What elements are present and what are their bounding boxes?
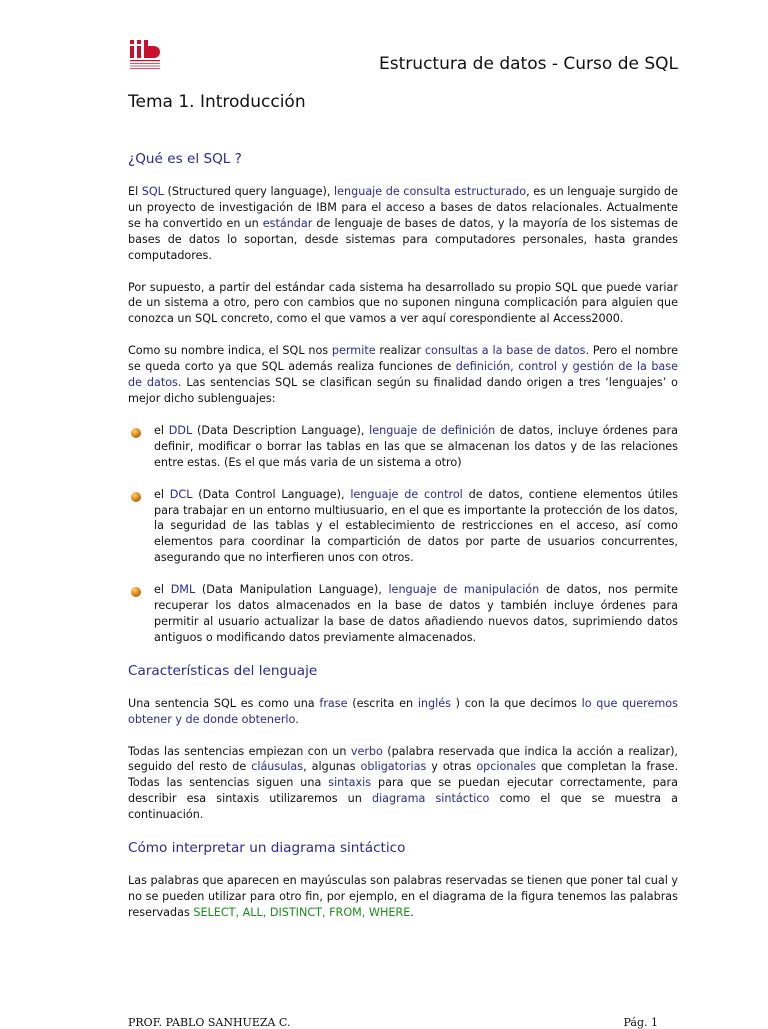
paragraph	[128, 744, 678, 824]
text: (Data Control Language),	[192, 487, 351, 501]
text: y otras	[426, 760, 477, 774]
link-dcl[interactable]: DCL	[169, 487, 193, 501]
text: . Las sentencias SQL se clasifican según su finalidad dando origen a tres ‘lenguajes’ o mejor dicho sublenguajes:	[128, 376, 679, 405]
text: que completan la frase. Todas las sentencias siguen una	[128, 760, 679, 790]
text: de datos, incluye órdenes para definir, modificar o borrar las tablas en las que se almacenan los datos y de las relaciones entre estas. (Es el que más varia de un sistema a otro)	[154, 423, 678, 469]
paragraph	[128, 184, 678, 264]
text: Todas las sentencias empiezan con un	[128, 744, 351, 758]
link-frase[interactable]: frase	[319, 696, 348, 710]
text: , algunas	[303, 760, 361, 774]
sublanguage-list	[128, 423, 678, 646]
text: realizar	[375, 344, 425, 358]
text: como el que se muestra a continuación.	[128, 792, 678, 822]
document-body	[128, 150, 678, 937]
link-consultas[interactable]: consultas a la base de datos	[424, 344, 586, 358]
text: Una sentencia SQL es como una	[128, 696, 320, 710]
page-footer	[128, 1016, 658, 1029]
text: (escrita en	[347, 696, 418, 710]
link-verbo[interactable]: verbo	[350, 744, 383, 758]
list-item-ddl	[128, 423, 678, 471]
list-item-dcl	[128, 487, 678, 567]
text: .	[410, 905, 414, 919]
footer-author: PROF. PABLO SANHUEZA C.	[128, 1016, 291, 1029]
text: el	[154, 583, 171, 597]
bullet-icon	[131, 492, 141, 502]
link-obligatorias[interactable]: obligatorias	[360, 760, 427, 774]
paragraph	[128, 343, 678, 407]
text: (Data Manipulation Language),	[195, 583, 389, 597]
section-heading-que-es-sql: ¿Qué es el SQL ?	[128, 151, 242, 167]
text: Como su nombre indica, el SQL nos	[128, 344, 332, 358]
page-number: Pág. 1	[623, 1016, 658, 1029]
link-ddl[interactable]: DDL	[168, 423, 193, 437]
text: . Pero el nombre se queda corto ya que SQL además realiza funciones de	[128, 344, 678, 374]
link-lenguaje-definicion[interactable]: lenguaje de definición	[369, 423, 496, 437]
link-permite[interactable]: permite	[331, 344, 376, 358]
paragraph: Por supuesto, a partir del estándar cada sistema ha desarrollado su propio SQL que puede variar de un sistema a otro, pero con cambios que no suponen ninguna complicación para alguien que conozca un SQL concreto, como el que vamos a ver aquí corespondiente al Access2000.	[128, 280, 678, 326]
paragraph	[128, 696, 678, 728]
text: .	[295, 712, 299, 726]
link-diagrama-sintactico[interactable]: diagrama sintáctico	[371, 792, 490, 806]
link-opcionales[interactable]: opcionales	[476, 760, 537, 774]
text: de datos, nos permite recuperar los datos almacenados en la base de datos y también incluye órdenes para permitir al usuario actualizar la base de datos añadiendo nuevos datos, suprimiendo datos antiguos o modificando datos previamente almacenados.	[154, 583, 678, 644]
text: de datos, contiene elementos útiles para trabajar en un entorno multiusuario, en el que es importante la protección de los datos, la seguridad de las tablas y el establecimiento de restricciones en el acceso, así como elementos para coordinar la compartición de datos por parte de usuarios concurrentes, asegurando que no interfieren unos con otros.	[154, 487, 678, 565]
link-definicion-control[interactable]: definición, control y gestión de la base de datos	[128, 360, 678, 390]
link-clausulas[interactable]: cláusulas	[251, 760, 304, 774]
institute-logo	[129, 40, 161, 72]
text: el	[154, 423, 169, 437]
text: Las palabras que aparecen en mayúsculas son palabras reservadas se tienen que poner tal cual y no se pueden utilizar para otro fin, por ejemplo, en el diagrama de la figura tenemos las palabras reservadas	[128, 874, 678, 919]
link-sql[interactable]: SQL	[141, 185, 164, 198]
section-heading-diagrama: Cómo interpretar un diagrama sintáctico	[128, 840, 406, 857]
chapter-title: Tema 1. Introducción	[128, 92, 306, 112]
bullet-icon	[131, 428, 141, 438]
bullet-icon	[131, 587, 141, 597]
text: (Structured query language),	[163, 185, 335, 198]
link-lenguaje-control[interactable]: lenguaje de control	[350, 487, 463, 501]
text: (palabra reservada que indica la acción a realizar), seguido del resto de	[128, 744, 678, 774]
reserved-keywords: SELECT, ALL, DISTINCT, FROM, WHERE	[193, 905, 411, 919]
document-title: Estructura de datos - Curso de SQL	[379, 54, 678, 74]
text: (Data Description Language),	[192, 423, 370, 437]
section-heading-caracteristicas: Características del lenguaje	[128, 662, 318, 679]
link-estandar[interactable]: estándar	[262, 216, 313, 230]
text: ) con la que decimos	[450, 696, 582, 710]
list-item-dml	[128, 582, 678, 646]
text: , es un lenguaje surgido de un proyecto de investigación de IBM para el acceso a bases de datos relacionales. Actualmente se ha convertido en un	[128, 185, 679, 230]
paragraph	[128, 873, 678, 921]
text: para que se puedan ejecutar correctamente, para describir esa sintaxis utilizaremos un	[128, 776, 678, 806]
link-dml[interactable]: DML	[170, 583, 196, 597]
text: El	[128, 185, 142, 198]
text: el	[154, 487, 170, 501]
link-lo-que-queremos[interactable]: lo que queremos obtener y de donde obtenerlo	[128, 696, 678, 726]
link-lenguaje-manipulacion[interactable]: lenguaje de manipulación	[388, 583, 540, 597]
link-sintaxis[interactable]: sintaxis	[328, 776, 372, 790]
link-lenguaje-consulta[interactable]: lenguaje de consulta estructurado	[334, 185, 527, 198]
text: de lenguaje de bases de datos, y la mayoría de los sistemas de bases de datos lo soportan, desde sistemas para computadores personales, hasta grandes computadores.	[128, 216, 679, 262]
link-ingles[interactable]: inglés	[417, 696, 451, 710]
